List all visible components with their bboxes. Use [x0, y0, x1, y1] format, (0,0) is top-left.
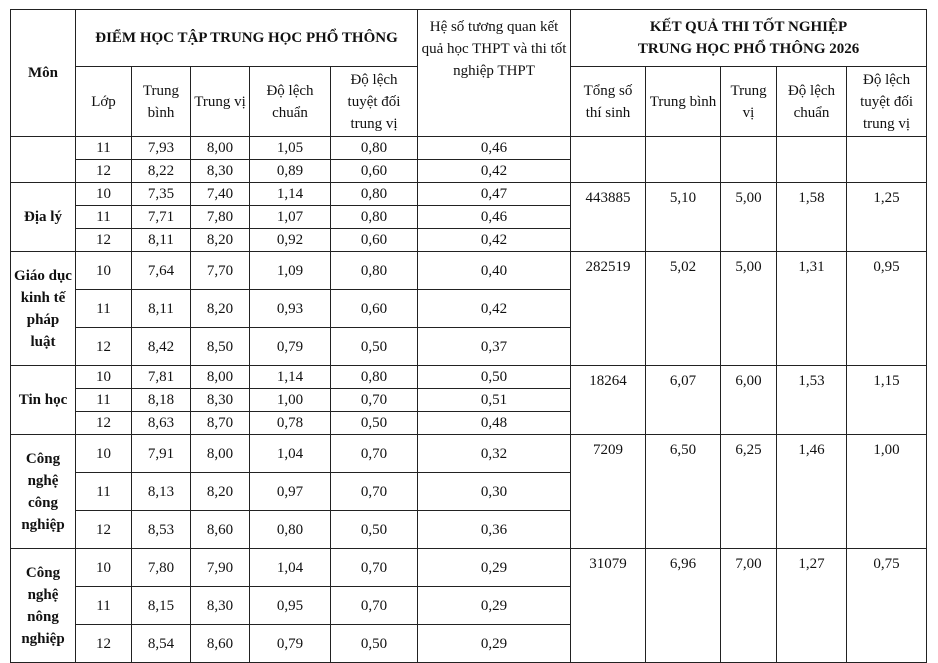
exam-do-lech-chuan: 1,46 — [777, 435, 847, 549]
cell-trung-binh: 8,13 — [132, 473, 191, 511]
cell-trung-vi: 7,40 — [191, 183, 250, 206]
cell-he-so: 0,29 — [418, 549, 571, 587]
cell-he-so: 0,42 — [418, 160, 571, 183]
cell-do-lech-tuyet-doi: 0,60 — [331, 290, 418, 328]
exam-trung-vi: 6,00 — [721, 366, 777, 435]
cell-do-lech-tuyet-doi: 0,70 — [331, 473, 418, 511]
exam-do-lech-tuyet-doi: 0,75 — [847, 549, 927, 663]
cell-do-lech-tuyet-doi: 0,70 — [331, 549, 418, 587]
exam-trung-binh: 6,07 — [646, 366, 721, 435]
cell-trung-binh: 7,81 — [132, 366, 191, 389]
cell-he-so: 0,36 — [418, 511, 571, 549]
cell-do-lech-chuan: 1,04 — [250, 549, 331, 587]
header-lop: Lớp — [76, 67, 132, 137]
cell-trung-binh: 7,35 — [132, 183, 191, 206]
cell-trung-binh: 8,22 — [132, 160, 191, 183]
cell-trung-binh: 8,54 — [132, 625, 191, 663]
cell-do-lech-chuan: 0,95 — [250, 587, 331, 625]
cell-he-so: 0,46 — [418, 137, 571, 160]
cell-do-lech-chuan: 1,05 — [250, 137, 331, 160]
header-school-block: ĐIỂM HỌC TẬP TRUNG HỌC PHỔ THÔNG — [76, 10, 418, 67]
header-exam-do-lech-chuan: Độ lệch chuẩn — [777, 67, 847, 137]
exam-tong-so: 443885 — [571, 183, 646, 252]
exam-tong-so: 282519 — [571, 252, 646, 366]
cell-trung-binh: 8,53 — [132, 511, 191, 549]
header-exam-line2: TRUNG HỌC PHỔ THÔNG 2026 — [637, 41, 860, 57]
header-coef: Hệ số tương quan kết quả học THPT và thi tốt nghiệp THPT — [418, 10, 571, 137]
cell-trung-binh: 7,71 — [132, 206, 191, 229]
header-trung-vi: Trung vị — [191, 67, 250, 137]
cell-trung-binh: 7,64 — [132, 252, 191, 290]
cell-trung-vi: 8,50 — [191, 328, 250, 366]
cell-lop: 10 — [76, 183, 132, 206]
cell-lop: 12 — [76, 229, 132, 252]
cell-do-lech-tuyet-doi: 0,80 — [331, 366, 418, 389]
cell-he-so: 0,48 — [418, 412, 571, 435]
subject-name: Địa lý — [11, 183, 76, 252]
cell-do-lech-chuan: 0,79 — [250, 328, 331, 366]
cell-he-so: 0,29 — [418, 587, 571, 625]
cell-trung-vi: 8,30 — [191, 389, 250, 412]
cell-do-lech-chuan: 0,93 — [250, 290, 331, 328]
exam-do-lech-tuyet-doi: 0,95 — [847, 252, 927, 366]
table-row — [11, 435, 927, 473]
cell-he-so: 0,42 — [418, 229, 571, 252]
subject-name: Giáo dục kinh tế pháp luật — [11, 252, 76, 366]
cell-do-lech-chuan: 1,04 — [250, 435, 331, 473]
cell-trung-vi: 8,00 — [191, 366, 250, 389]
header-tong-so: Tổng số thí sinh — [571, 67, 646, 137]
cell-trung-vi: 8,60 — [191, 511, 250, 549]
cell-do-lech-tuyet-doi: 0,50 — [331, 412, 418, 435]
header-do-lech-chuan: Độ lệch chuẩn — [250, 67, 331, 137]
cell-do-lech-tuyet-doi: 0,70 — [331, 389, 418, 412]
cell-do-lech-chuan: 1,09 — [250, 252, 331, 290]
exam-trung-binh — [646, 137, 721, 183]
subject-name: Công nghệ nông nghiệp — [11, 549, 76, 663]
cell-do-lech-chuan: 0,92 — [250, 229, 331, 252]
cell-do-lech-tuyet-doi: 0,70 — [331, 435, 418, 473]
exam-do-lech-chuan: 1,27 — [777, 549, 847, 663]
exam-trung-vi: 5,00 — [721, 252, 777, 366]
cell-trung-binh: 7,91 — [132, 435, 191, 473]
cell-lop: 12 — [76, 412, 132, 435]
cell-do-lech-tuyet-doi: 0,80 — [331, 206, 418, 229]
cell-lop: 12 — [76, 511, 132, 549]
cell-do-lech-tuyet-doi: 0,50 — [331, 625, 418, 663]
cell-lop: 11 — [76, 587, 132, 625]
header-mon: Môn — [11, 10, 76, 137]
cell-trung-vi: 8,20 — [191, 229, 250, 252]
exam-do-lech-chuan: 1,31 — [777, 252, 847, 366]
cell-do-lech-chuan: 0,78 — [250, 412, 331, 435]
cell-he-so: 0,29 — [418, 625, 571, 663]
subject-name — [11, 137, 76, 183]
cell-trung-vi: 8,30 — [191, 587, 250, 625]
exam-tong-so: 7209 — [571, 435, 646, 549]
exam-trung-vi: 6,25 — [721, 435, 777, 549]
cell-trung-vi: 8,30 — [191, 160, 250, 183]
exam-do-lech-tuyet-doi: 1,25 — [847, 183, 927, 252]
exam-trung-binh: 5,02 — [646, 252, 721, 366]
cell-do-lech-chuan: 0,89 — [250, 160, 331, 183]
results-table-container — [10, 9, 927, 663]
cell-trung-vi: 8,70 — [191, 412, 250, 435]
cell-do-lech-chuan: 1,14 — [250, 366, 331, 389]
cell-do-lech-chuan: 1,14 — [250, 183, 331, 206]
cell-trung-binh: 8,63 — [132, 412, 191, 435]
header-exam-trung-binh: Trung bình — [646, 67, 721, 137]
header-exam-block — [571, 10, 927, 67]
exam-tong-so — [571, 137, 646, 183]
cell-trung-binh: 7,93 — [132, 137, 191, 160]
cell-do-lech-tuyet-doi: 0,50 — [331, 511, 418, 549]
subject-name: Tin học — [11, 366, 76, 435]
table-row — [11, 549, 927, 587]
cell-lop: 12 — [76, 625, 132, 663]
cell-trung-binh: 8,11 — [132, 229, 191, 252]
cell-trung-binh: 8,11 — [132, 290, 191, 328]
exam-tong-so: 18264 — [571, 366, 646, 435]
cell-he-so: 0,47 — [418, 183, 571, 206]
header-exam-trung-vi: Trung vị — [721, 67, 777, 137]
cell-trung-vi: 8,20 — [191, 290, 250, 328]
cell-do-lech-chuan: 1,00 — [250, 389, 331, 412]
cell-lop: 10 — [76, 549, 132, 587]
results-table — [10, 9, 927, 663]
cell-do-lech-tuyet-doi: 0,80 — [331, 252, 418, 290]
cell-lop: 11 — [76, 389, 132, 412]
cell-lop: 11 — [76, 473, 132, 511]
cell-trung-vi: 7,80 — [191, 206, 250, 229]
cell-he-so: 0,30 — [418, 473, 571, 511]
cell-do-lech-tuyet-doi: 0,80 — [331, 183, 418, 206]
cell-do-lech-tuyet-doi: 0,60 — [331, 160, 418, 183]
cell-trung-vi: 8,20 — [191, 473, 250, 511]
cell-he-so: 0,37 — [418, 328, 571, 366]
cell-do-lech-chuan: 0,80 — [250, 511, 331, 549]
cell-he-so: 0,40 — [418, 252, 571, 290]
cell-do-lech-tuyet-doi: 0,60 — [331, 229, 418, 252]
exam-do-lech-tuyet-doi: 1,00 — [847, 435, 927, 549]
cell-trung-binh: 7,80 — [132, 549, 191, 587]
cell-trung-vi: 8,00 — [191, 435, 250, 473]
exam-do-lech-chuan: 1,53 — [777, 366, 847, 435]
subject-name: Công nghệ công nghiệp — [11, 435, 76, 549]
cell-trung-vi: 7,90 — [191, 549, 250, 587]
cell-do-lech-tuyet-doi: 0,80 — [331, 137, 418, 160]
cell-trung-binh: 8,42 — [132, 328, 191, 366]
cell-do-lech-chuan: 0,97 — [250, 473, 331, 511]
header-exam-line1: KẾT QUẢ THI TỐT NGHIỆP — [649, 19, 848, 35]
exam-do-lech-tuyet-doi: 1,15 — [847, 366, 927, 435]
header-exam-do-lech-tuyet-doi: Độ lệch tuyệt đối trung vị — [847, 67, 927, 137]
cell-do-lech-tuyet-doi: 0,50 — [331, 328, 418, 366]
cell-trung-vi: 8,00 — [191, 137, 250, 160]
exam-trung-binh: 5,10 — [646, 183, 721, 252]
cell-lop: 10 — [76, 435, 132, 473]
cell-trung-vi: 8,60 — [191, 625, 250, 663]
cell-lop: 11 — [76, 290, 132, 328]
header-do-lech-tuyet-doi: Độ lệch tuyệt đối trung vị — [331, 67, 418, 137]
header-trung-binh: Trung bình — [132, 67, 191, 137]
exam-trung-vi: 5,00 — [721, 183, 777, 252]
exam-do-lech-chuan: 1,58 — [777, 183, 847, 252]
exam-do-lech-chuan — [777, 137, 847, 183]
table-row — [11, 366, 927, 389]
cell-trung-vi: 7,70 — [191, 252, 250, 290]
cell-trung-binh: 8,15 — [132, 587, 191, 625]
cell-lop: 12 — [76, 160, 132, 183]
cell-he-so: 0,51 — [418, 389, 571, 412]
table-row — [11, 137, 927, 160]
cell-do-lech-tuyet-doi: 0,70 — [331, 587, 418, 625]
cell-he-so: 0,42 — [418, 290, 571, 328]
exam-trung-binh: 6,50 — [646, 435, 721, 549]
cell-do-lech-chuan: 1,07 — [250, 206, 331, 229]
cell-lop: 10 — [76, 252, 132, 290]
exam-tong-so: 31079 — [571, 549, 646, 663]
table-row — [11, 183, 927, 206]
cell-he-so: 0,50 — [418, 366, 571, 389]
exam-trung-binh: 6,96 — [646, 549, 721, 663]
exam-do-lech-tuyet-doi — [847, 137, 927, 183]
exam-trung-vi — [721, 137, 777, 183]
cell-he-so: 0,32 — [418, 435, 571, 473]
cell-trung-binh: 8,18 — [132, 389, 191, 412]
cell-lop: 11 — [76, 137, 132, 160]
table-row — [11, 252, 927, 290]
cell-lop: 12 — [76, 328, 132, 366]
cell-he-so: 0,46 — [418, 206, 571, 229]
cell-lop: 10 — [76, 366, 132, 389]
cell-do-lech-chuan: 0,79 — [250, 625, 331, 663]
cell-lop: 11 — [76, 206, 132, 229]
exam-trung-vi: 7,00 — [721, 549, 777, 663]
